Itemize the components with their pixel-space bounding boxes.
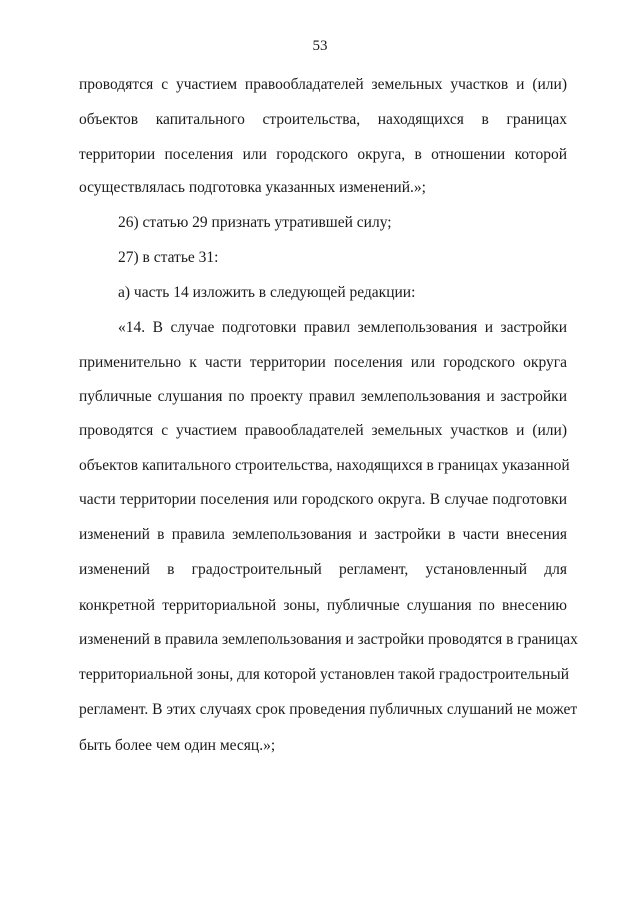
- text-line: конкретной территориальной зоны, публичные слушания по внесению: [79, 597, 567, 614]
- text-line: «14. В случае подготовки правил землепользования и застройки: [118, 319, 567, 336]
- text-line: изменений в правила землепользования и застройки проводятся в границах: [79, 631, 578, 648]
- text-line: территориальной зоны, для которой установлен такой градостроительный: [79, 666, 570, 683]
- text-line: проводятся с участием правообладателей земельных участков и (или): [79, 76, 567, 93]
- text-line: применительно к части территории поселения или городского округа: [79, 354, 567, 371]
- text-line: проводятся с участием правообладателей земельных участков и (или): [79, 422, 567, 439]
- text-line: изменений в правила землепользования и застройки в части внесения: [79, 526, 567, 543]
- page-number: 53: [312, 38, 328, 54]
- text-line: а) часть 14 изложить в следующей редакции:: [118, 284, 416, 301]
- text-line: быть более чем один месяц.»;: [79, 737, 276, 754]
- text-line: регламент. В этих случаях срок проведения публичных слушаний не может: [79, 701, 578, 718]
- text-line: осуществлялась подготовка указанных изменений.»;: [79, 179, 426, 196]
- text-line: публичные слушания по проекту правил землепользования и застройки: [79, 388, 567, 405]
- text-line: части территории поселения или городского округа. В случае подготовки: [79, 491, 567, 508]
- text-line: объектов капитального строительства, находящихся в границах: [79, 111, 567, 128]
- text-line: 27) в статье 31:: [118, 249, 219, 266]
- text-line: изменений в градостроительный регламент, установленный для: [79, 561, 567, 578]
- text-line: объектов капитального строительства, находящихся в границах указанной: [79, 457, 570, 474]
- text-line: территории поселения или городского округа, в отношении которой: [79, 146, 567, 163]
- text-line: 26) статью 29 признать утратившей силу;: [118, 214, 392, 231]
